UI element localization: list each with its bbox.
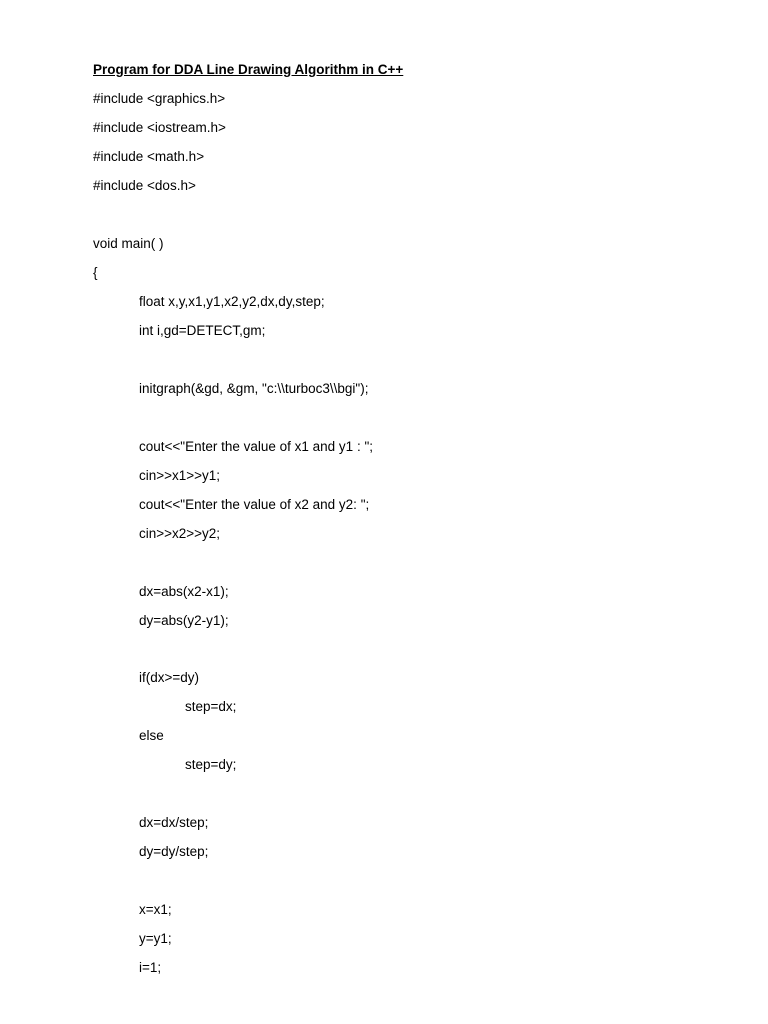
code-line-dx-abs: dx=abs(x2-x1);	[139, 584, 229, 599]
code-line-dx-div: dx=dx/step;	[139, 815, 209, 830]
code-line-step-dy: step=dy;	[185, 757, 237, 772]
code-line-include-iostream: #include <iostream.h>	[93, 120, 226, 135]
code-line-cin-x2y2: cin>>x2>>y2;	[139, 526, 221, 541]
code-line-cout-x2y2: cout<<"Enter the value of x2 and y2: ";	[139, 497, 370, 512]
code-line-float-decl: float x,y,x1,y1,x2,y2,dx,dy,step;	[139, 294, 325, 309]
code-line-initgraph: initgraph(&gd, &gm, "c:\\turboc3\\bgi");	[139, 381, 369, 396]
code-line-main-signature: void main( )	[93, 236, 164, 251]
code-line-i-init: i=1;	[139, 960, 162, 975]
code-line-y-init: y=y1;	[139, 931, 172, 946]
code-line-include-dos: #include <dos.h>	[93, 178, 196, 193]
code-line-else: else	[139, 728, 164, 743]
code-line-dy-div: dy=dy/step;	[139, 844, 209, 859]
code-line-x-init: x=x1;	[139, 902, 172, 917]
code-line-step-dx: step=dx;	[185, 699, 237, 714]
code-line-dy-abs: dy=abs(y2-y1);	[139, 613, 229, 628]
code-line-open-brace: {	[93, 265, 98, 280]
code-line-int-decl: int i,gd=DETECT,gm;	[139, 323, 266, 338]
code-line-include-math: #include <math.h>	[93, 149, 205, 164]
code-line-cout-x1y1: cout<<"Enter the value of x1 and y1 : ";	[139, 439, 373, 454]
code-line-cin-x1y1: cin>>x1>>y1;	[139, 468, 221, 483]
code-line-if: if(dx>=dy)	[139, 670, 200, 685]
code-line-include-graphics: #include <graphics.h>	[93, 91, 226, 106]
document-title: Program for DDA Line Drawing Algorithm in C++	[93, 62, 404, 77]
